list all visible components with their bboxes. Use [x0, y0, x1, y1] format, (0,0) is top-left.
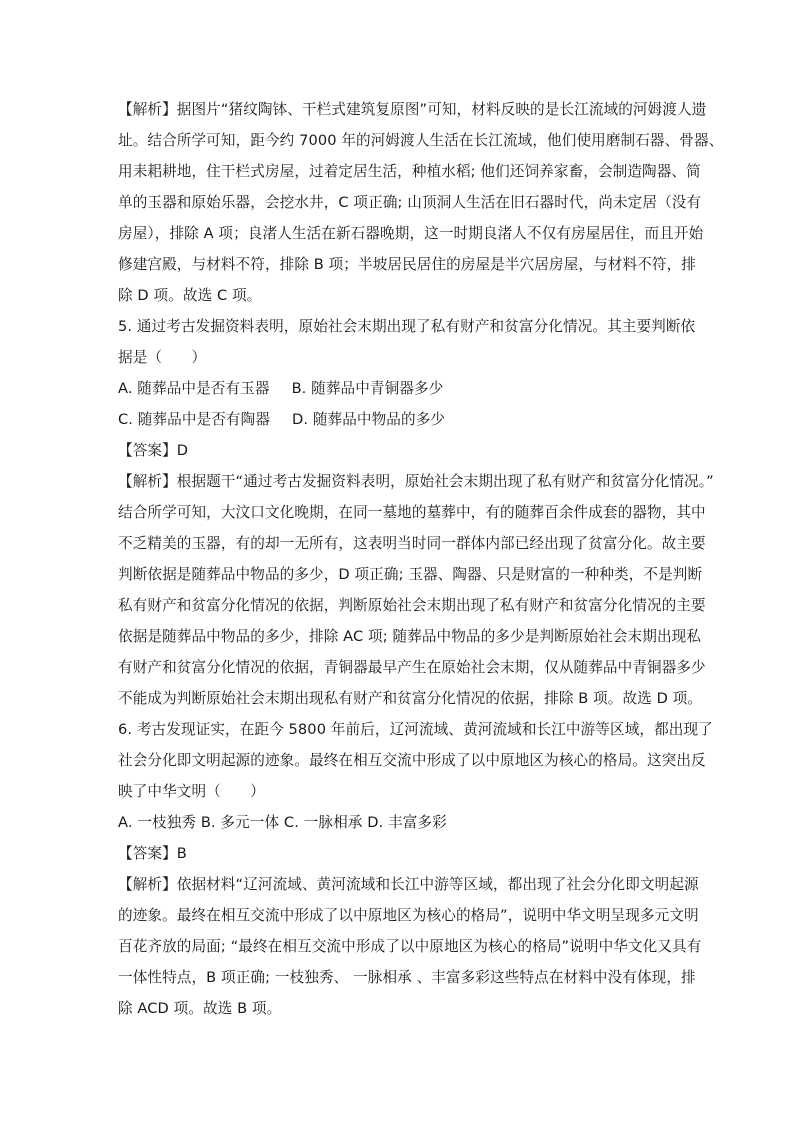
answer-option: C. 随葬品中是否有陶器 — [118, 411, 271, 428]
text-line: 【解析】根据题干“通过考古发掘资料表明，原始社会末期出现了私有财产和贫富分化情况。” — [118, 473, 714, 490]
text-line: 有财产和贫富分化情况的依据，青铜器最早产生在原始社会末期，仅从随葬品中青铜器多少 — [118, 659, 706, 676]
text-line: 房屋），排除 A 项；良渚人生活在新石器晚期，这一时期良渚人不仅有房屋居住，而且开始 — [118, 225, 704, 242]
option-row — [118, 404, 684, 435]
text-line: 修建宫殿，与材料不符，排除 B 项；半坡居民居住的房屋是半穴居房屋，与材料不符，排 — [118, 256, 696, 273]
text-line: 【答案】B — [118, 845, 187, 862]
text-line: 除 ACD 项。故选 B 项。 — [118, 1000, 282, 1017]
text-line: 判断依据是随葬品中物品的多少，D 项正确; 玉器、陶器、只是财富的一种种类，不是判断 — [118, 566, 703, 583]
option-row — [118, 373, 684, 404]
text-line: 用耒耜耕地，住干栏式房屋，过着定居生活，种植水稻; 他们还饲养家畜，会制造陶器、简 — [118, 163, 701, 180]
text-line: 【答案】D — [118, 442, 189, 459]
text-line: 除 D 项。故选 C 项。 — [118, 287, 262, 304]
text-line: 不能成为判断原始社会末期出现私有财产和贫富分化情况的依据，排除 B 项。故选 D 项。 — [118, 690, 703, 707]
text-line: 6. 考古发现证实，在距今 5800 年前后，辽河流域、黄河流域和长江中游等区域，都出现了 — [118, 721, 713, 738]
text-line: 结合所学可知，大汶口文化晚期，在同一墓地的墓葬中，有的随葬百余件成套的器物，其中 — [118, 504, 706, 521]
text-line: A. 一枝独秀 B. 多元一体 C. 一脉相承 D. 丰富多彩 — [118, 814, 447, 831]
text-line: 【解析】依据材料“辽河流域、黄河流域和长江中游等区域，都出现了社会分化即文明起源 — [118, 876, 699, 893]
text-line: 5. 通过考古发掘资料表明，原始社会末期出现了私有财产和贫富分化情况。其主要判断依 — [118, 318, 696, 335]
answer-option: D. 随葬品中物品的多少 — [292, 411, 446, 428]
text-line: 不乏精美的玉器，有的却一无所有，这表明当时同一群体内部已经出现了贫富分化。故主要 — [118, 535, 706, 552]
text-line: 的迹象。最终在相互交流中形成了以中原地区为核心的格局”，说明中华文明呈现多元文明 — [118, 907, 699, 924]
text-line: 百花齐放的局面; “最终在相互交流中形成了以中原地区为核心的格局”说明中华文化又具有 — [118, 938, 702, 955]
text-line: 映了中华文明（ ） — [118, 783, 265, 800]
text-line: 据是（ ） — [118, 349, 207, 366]
text-line: 社会分化即文明起源的迹象。最终在相互交流中形成了以中原地区为核心的格局。这突出反 — [118, 752, 706, 769]
text-line: 【解析】据图片“猪纹陶钵、干栏式建筑复原图”可知，材料反映的是长江流域的河姆渡人遗 — [118, 101, 707, 118]
text-line: 单的玉器和原始乐器，会挖水井，C 项正确; 山顶洞人生活在旧石器时代，尚未定居（没有 — [118, 194, 702, 211]
text-line: 一体性特点，B 项正确; 一枝独秀、 一脉相承 、丰富多彩这些特点在材料中没有体现，排 — [118, 969, 696, 986]
text-line: 址。结合所学可知，距今约 7000 年的河姆渡人生活在长江流域，他们使用磨制石器、骨器、 — [118, 132, 724, 149]
text-line: 私有财产和贫富分化情况的依据，判断原始社会末期出现了私有财产和贫富分化情况的主要 — [118, 597, 706, 614]
document-body — [118, 94, 724, 1024]
answer-option: B. 随葬品中青铜器多少 — [291, 380, 444, 397]
text-line: 依据是随葬品中物品的多少，排除 AC 项; 随葬品中物品的多少是判断原始社会末期出现私 — [118, 628, 702, 645]
answer-option: A. 随葬品中是否有玉器 — [118, 380, 270, 397]
